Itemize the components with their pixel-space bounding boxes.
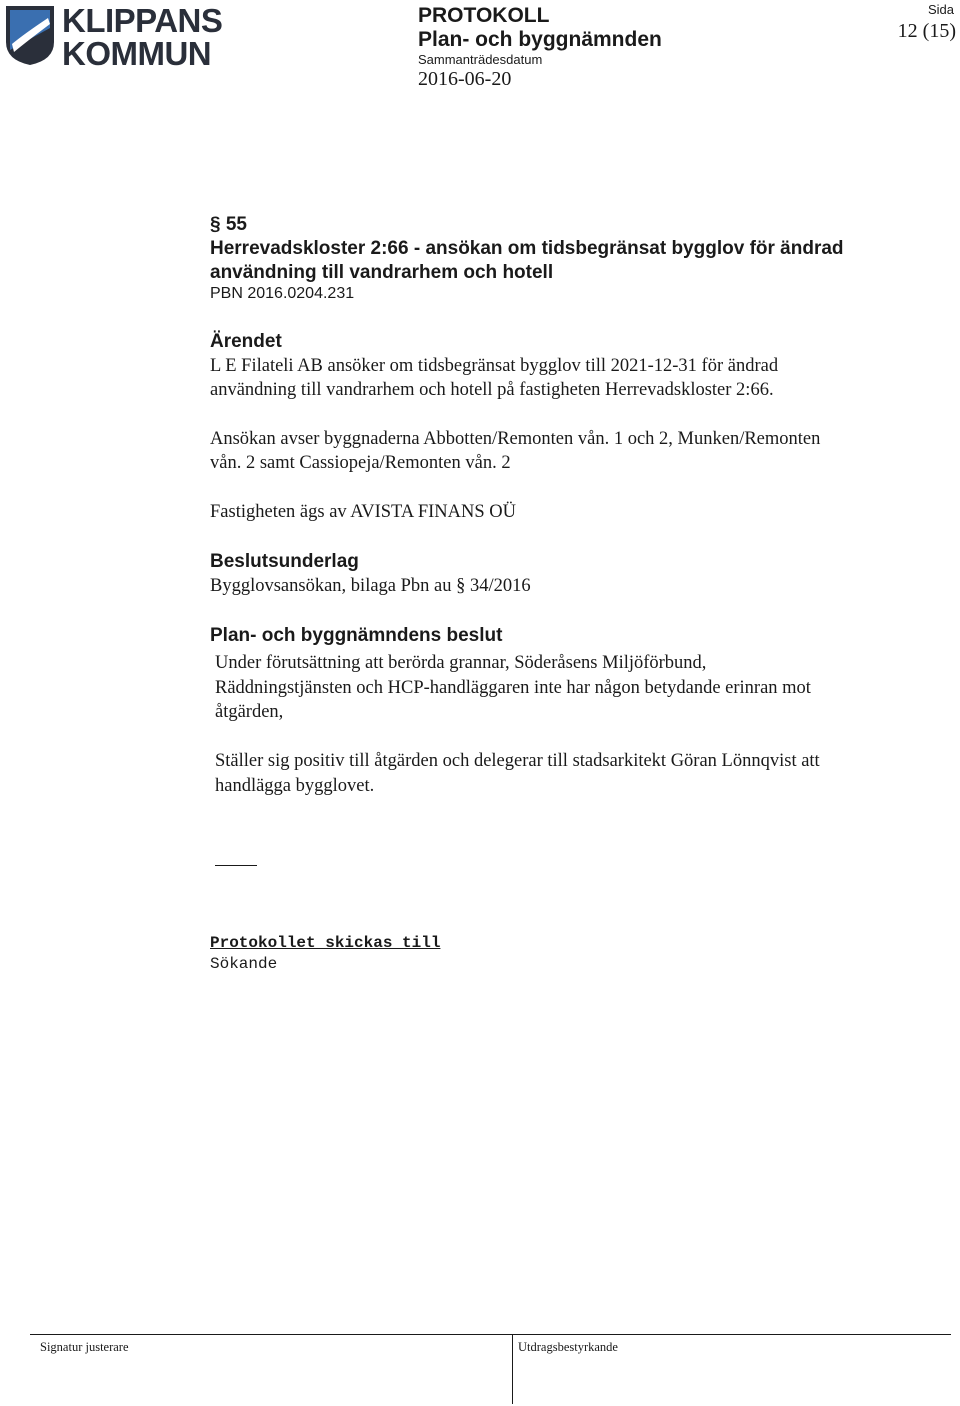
date-label: Sammanträdesdatum xyxy=(418,52,543,67)
section-title-line1: Herrevadskloster 2:66 - ansökan om tidsbegränsat bygglov för ändrad xyxy=(210,238,844,259)
meeting-date: 2016-06-20 xyxy=(418,68,512,90)
page-label: Sida xyxy=(927,2,954,17)
section-title-line2: användning till vandrarhem och hotell xyxy=(210,262,554,283)
signature-justerare-label: Signatur justerare xyxy=(40,1340,129,1354)
arendet-p1-line2: användning till vandrarhem och hotell på fastigheten Herrevadskloster 2:66. xyxy=(210,380,774,400)
klippans-kommun-logo xyxy=(4,2,223,72)
case-number: PBN 2016.0204.231 xyxy=(210,285,355,302)
distribution-label: Protokollet skickas till xyxy=(210,934,441,952)
arendet-heading: Ärendet xyxy=(210,331,282,352)
arendet-p2-line1: Ansökan avser byggnaderna Abbotten/Remonten vån. 1 och 2, Munken/Remonten xyxy=(210,429,821,449)
beslut-p1-line1: Under förutsättning att berörda grannar, Söderåsens Miljöförbund, xyxy=(215,653,707,673)
committee-name: Plan- och byggnämnden xyxy=(418,28,662,51)
arendet-p3: Fastigheten ägs av AVISTA FINANS OÜ xyxy=(210,502,516,522)
beslutsunderlag-item: Bygglovsansökan, bilaga Pbn au § 34/2016 xyxy=(210,576,531,596)
beslutsunderlag-heading: Beslutsunderlag xyxy=(210,551,359,572)
arendet-p2-line2: vån. 2 samt Cassiopeja/Remonten vån. 2 xyxy=(210,453,511,473)
beslut-p2-line1: Ställer sig positiv till åtgärden och delegerar till stadsarkitekt Göran Lönnqvist att xyxy=(215,751,820,771)
beslut-p1-line2: Räddningstjänsten och HCP-handläggaren inte har någon betydande erinran mot xyxy=(215,678,811,698)
arendet-p1-line1: L E Filateli AB ansöker om tidsbegränsat bygglov till 2021-12-31 för ändrad xyxy=(210,356,779,376)
beslut-p2-line2: handlägga bygglovet. xyxy=(215,776,375,796)
document-type: PROTOKOLL xyxy=(418,4,550,27)
footer-rule xyxy=(30,1334,951,1335)
beslut-heading: Plan- och byggnämndens beslut xyxy=(210,625,503,646)
distribution-recipient: Sökande xyxy=(210,955,278,973)
footer-divider xyxy=(512,1334,513,1404)
beslut-p1-line3: åtgärden, xyxy=(215,702,284,722)
utdragsbestyrkande-label: Utdragsbestyrkande xyxy=(518,1340,618,1354)
page-number: 12 (15) xyxy=(897,20,956,42)
logo-text-line1: KLIPPANS xyxy=(62,2,223,39)
separator-rule xyxy=(215,865,257,866)
section-number: § 55 xyxy=(210,214,247,235)
logo-text-line2: KOMMUN xyxy=(62,35,212,72)
coat-of-arms-icon xyxy=(4,4,56,66)
